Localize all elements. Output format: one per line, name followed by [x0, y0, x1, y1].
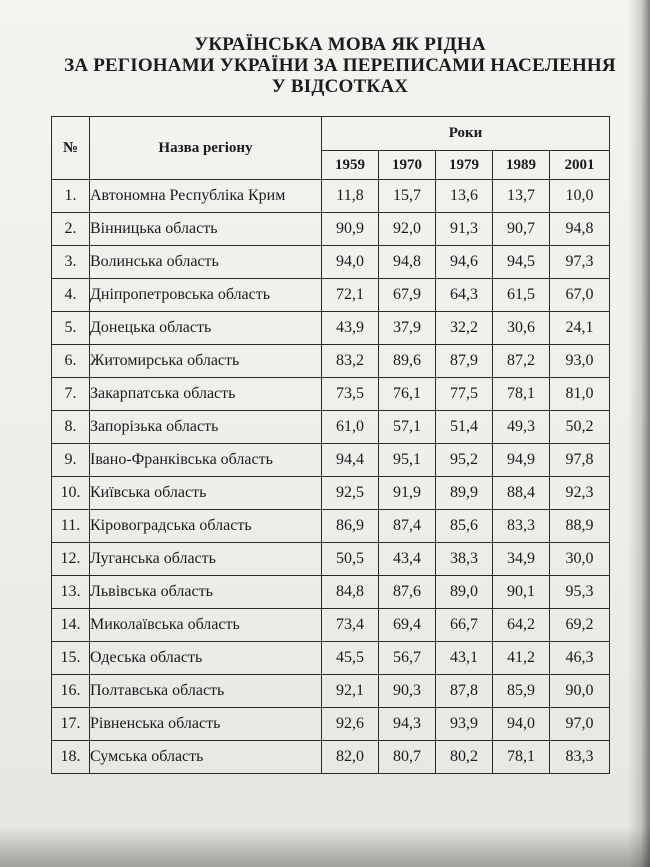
- region-name: Автономна Республіка Крим: [90, 180, 322, 213]
- value-cell-1959: 61,0: [322, 411, 379, 444]
- table-row: [52, 609, 610, 642]
- document-title: [60, 34, 620, 97]
- value-cell-1979: 66,7: [436, 609, 493, 642]
- table-row: [52, 477, 610, 510]
- value-cell-1979: 95,2: [436, 444, 493, 477]
- value-cell-1959: 92,6: [322, 708, 379, 741]
- header-year-1979: 1979: [436, 151, 493, 180]
- value-cell-1959: 83,2: [322, 345, 379, 378]
- value-cell-1970: 76,1: [379, 378, 436, 411]
- header-number: №: [52, 117, 90, 180]
- region-name: Запорізька область: [90, 411, 322, 444]
- value-cell-1979: 94,6: [436, 246, 493, 279]
- region-name: Івано-Франківська область: [90, 444, 322, 477]
- value-cell-1959: 90,9: [322, 213, 379, 246]
- value-cell-2001: 94,8: [550, 213, 610, 246]
- row-number: 5.: [52, 312, 90, 345]
- title-line-3: У ВІДСОТКАХ: [271, 76, 409, 97]
- value-cell-1989: 13,7: [493, 180, 550, 213]
- table-row: [52, 642, 610, 675]
- value-cell-1979: 80,2: [436, 741, 493, 774]
- title-line-2: ЗА РЕГІОНАМИ УКРАЇНИ ЗА ПЕРЕПИСАМИ НАСЕЛЕННЯ: [64, 55, 616, 76]
- header-years: Роки: [322, 117, 610, 151]
- value-cell-1979: 38,3: [436, 543, 493, 576]
- value-cell-1979: 87,9: [436, 345, 493, 378]
- value-cell-1989: 49,3: [493, 411, 550, 444]
- row-number: 7.: [52, 378, 90, 411]
- row-number: 8.: [52, 411, 90, 444]
- table-row: [52, 312, 610, 345]
- value-cell-1979: 91,3: [436, 213, 493, 246]
- value-cell-1970: 67,9: [379, 279, 436, 312]
- value-cell-1959: 92,1: [322, 675, 379, 708]
- row-number: 13.: [52, 576, 90, 609]
- value-cell-1959: 92,5: [322, 477, 379, 510]
- value-cell-2001: 92,3: [550, 477, 610, 510]
- value-cell-1970: 94,8: [379, 246, 436, 279]
- value-cell-1970: 95,1: [379, 444, 436, 477]
- value-cell-2001: 69,2: [550, 609, 610, 642]
- value-cell-1970: 91,9: [379, 477, 436, 510]
- row-number: 10.: [52, 477, 90, 510]
- value-cell-2001: 97,8: [550, 444, 610, 477]
- language-table: [51, 116, 610, 774]
- value-cell-1989: 88,4: [493, 477, 550, 510]
- value-cell-1970: 57,1: [379, 411, 436, 444]
- value-cell-1959: 84,8: [322, 576, 379, 609]
- header-region: Назва регіону: [90, 117, 322, 180]
- region-name: Луганська область: [90, 543, 322, 576]
- value-cell-1979: 51,4: [436, 411, 493, 444]
- value-cell-2001: 93,0: [550, 345, 610, 378]
- value-cell-1989: 61,5: [493, 279, 550, 312]
- value-cell-1979: 85,6: [436, 510, 493, 543]
- region-name: Львівська область: [90, 576, 322, 609]
- value-cell-1989: 87,2: [493, 345, 550, 378]
- table-row: [52, 213, 610, 246]
- value-cell-2001: 67,0: [550, 279, 610, 312]
- region-name: Рівненська область: [90, 708, 322, 741]
- value-cell-2001: 24,1: [550, 312, 610, 345]
- header-year-1959: 1959: [322, 151, 379, 180]
- value-cell-1989: 85,9: [493, 675, 550, 708]
- value-cell-1970: 56,7: [379, 642, 436, 675]
- region-name: Кіровоградська область: [90, 510, 322, 543]
- table-row: [52, 345, 610, 378]
- row-number: 14.: [52, 609, 90, 642]
- value-cell-1989: 83,3: [493, 510, 550, 543]
- value-cell-1979: 87,8: [436, 675, 493, 708]
- value-cell-1979: 43,1: [436, 642, 493, 675]
- row-number: 2.: [52, 213, 90, 246]
- header-year-2001: 2001: [550, 151, 610, 180]
- row-number: 3.: [52, 246, 90, 279]
- table-row: [52, 411, 610, 444]
- value-cell-1959: 45,5: [322, 642, 379, 675]
- region-name: Вінницька область: [90, 213, 322, 246]
- row-number: 1.: [52, 180, 90, 213]
- table-row: [52, 444, 610, 477]
- value-cell-2001: 88,9: [550, 510, 610, 543]
- value-cell-1970: 69,4: [379, 609, 436, 642]
- value-cell-1959: 82,0: [322, 741, 379, 774]
- title-line-1: УКРАЇНСЬКА МОВА ЯК РІДНА: [194, 34, 486, 55]
- region-name: Київська область: [90, 477, 322, 510]
- row-number: 11.: [52, 510, 90, 543]
- table-row: [52, 510, 610, 543]
- region-name: Донецька область: [90, 312, 322, 345]
- region-name: Одеська область: [90, 642, 322, 675]
- value-cell-1989: 78,1: [493, 741, 550, 774]
- value-cell-1989: 41,2: [493, 642, 550, 675]
- value-cell-2001: 95,3: [550, 576, 610, 609]
- value-cell-1989: 90,7: [493, 213, 550, 246]
- region-name: Волинська область: [90, 246, 322, 279]
- value-cell-1970: 87,6: [379, 576, 436, 609]
- value-cell-1970: 89,6: [379, 345, 436, 378]
- value-cell-2001: 46,3: [550, 642, 610, 675]
- value-cell-1989: 30,6: [493, 312, 550, 345]
- value-cell-1959: 94,0: [322, 246, 379, 279]
- value-cell-1959: 50,5: [322, 543, 379, 576]
- value-cell-2001: 10,0: [550, 180, 610, 213]
- page-edge-shadow: [628, 0, 650, 867]
- value-cell-1989: 94,0: [493, 708, 550, 741]
- value-cell-1989: 64,2: [493, 609, 550, 642]
- row-number: 16.: [52, 675, 90, 708]
- row-number: 6.: [52, 345, 90, 378]
- value-cell-1970: 90,3: [379, 675, 436, 708]
- value-cell-1970: 15,7: [379, 180, 436, 213]
- value-cell-1959: 86,9: [322, 510, 379, 543]
- table-row: [52, 279, 610, 312]
- table-row: [52, 180, 610, 213]
- value-cell-1970: 87,4: [379, 510, 436, 543]
- header-year-1989: 1989: [493, 151, 550, 180]
- value-cell-1970: 37,9: [379, 312, 436, 345]
- value-cell-2001: 30,0: [550, 543, 610, 576]
- table-row: [52, 543, 610, 576]
- value-cell-1959: 94,4: [322, 444, 379, 477]
- value-cell-1959: 73,5: [322, 378, 379, 411]
- value-cell-1979: 77,5: [436, 378, 493, 411]
- value-cell-1989: 78,1: [493, 378, 550, 411]
- region-name: Дніпропетровська область: [90, 279, 322, 312]
- table-row: [52, 675, 610, 708]
- row-number: 17.: [52, 708, 90, 741]
- value-cell-1959: 73,4: [322, 609, 379, 642]
- value-cell-1979: 13,6: [436, 180, 493, 213]
- table-row: [52, 741, 610, 774]
- value-cell-2001: 50,2: [550, 411, 610, 444]
- region-name: Миколаївська область: [90, 609, 322, 642]
- value-cell-1989: 94,9: [493, 444, 550, 477]
- table-row: [52, 708, 610, 741]
- value-cell-1989: 94,5: [493, 246, 550, 279]
- value-cell-1959: 11,8: [322, 180, 379, 213]
- value-cell-1979: 64,3: [436, 279, 493, 312]
- page-bottom-shadow: [0, 827, 650, 867]
- value-cell-2001: 83,3: [550, 741, 610, 774]
- row-number: 15.: [52, 642, 90, 675]
- value-cell-2001: 81,0: [550, 378, 610, 411]
- value-cell-1970: 43,4: [379, 543, 436, 576]
- value-cell-2001: 97,0: [550, 708, 610, 741]
- value-cell-1970: 80,7: [379, 741, 436, 774]
- row-number: 4.: [52, 279, 90, 312]
- value-cell-2001: 90,0: [550, 675, 610, 708]
- value-cell-2001: 97,3: [550, 246, 610, 279]
- value-cell-1979: 89,9: [436, 477, 493, 510]
- value-cell-1979: 89,0: [436, 576, 493, 609]
- value-cell-1989: 90,1: [493, 576, 550, 609]
- table-row: [52, 246, 610, 279]
- table-body: [52, 180, 610, 774]
- table-row: [52, 576, 610, 609]
- region-name: Житомирська область: [90, 345, 322, 378]
- value-cell-1959: 43,9: [322, 312, 379, 345]
- region-name: Полтавська область: [90, 675, 322, 708]
- row-number: 18.: [52, 741, 90, 774]
- region-name: Сумська область: [90, 741, 322, 774]
- value-cell-1989: 34,9: [493, 543, 550, 576]
- row-number: 12.: [52, 543, 90, 576]
- value-cell-1970: 94,3: [379, 708, 436, 741]
- region-name: Закарпатська область: [90, 378, 322, 411]
- header-year-1970: 1970: [379, 151, 436, 180]
- table-row: [52, 378, 610, 411]
- value-cell-1970: 92,0: [379, 213, 436, 246]
- value-cell-1959: 72,1: [322, 279, 379, 312]
- value-cell-1979: 93,9: [436, 708, 493, 741]
- value-cell-1979: 32,2: [436, 312, 493, 345]
- row-number: 9.: [52, 444, 90, 477]
